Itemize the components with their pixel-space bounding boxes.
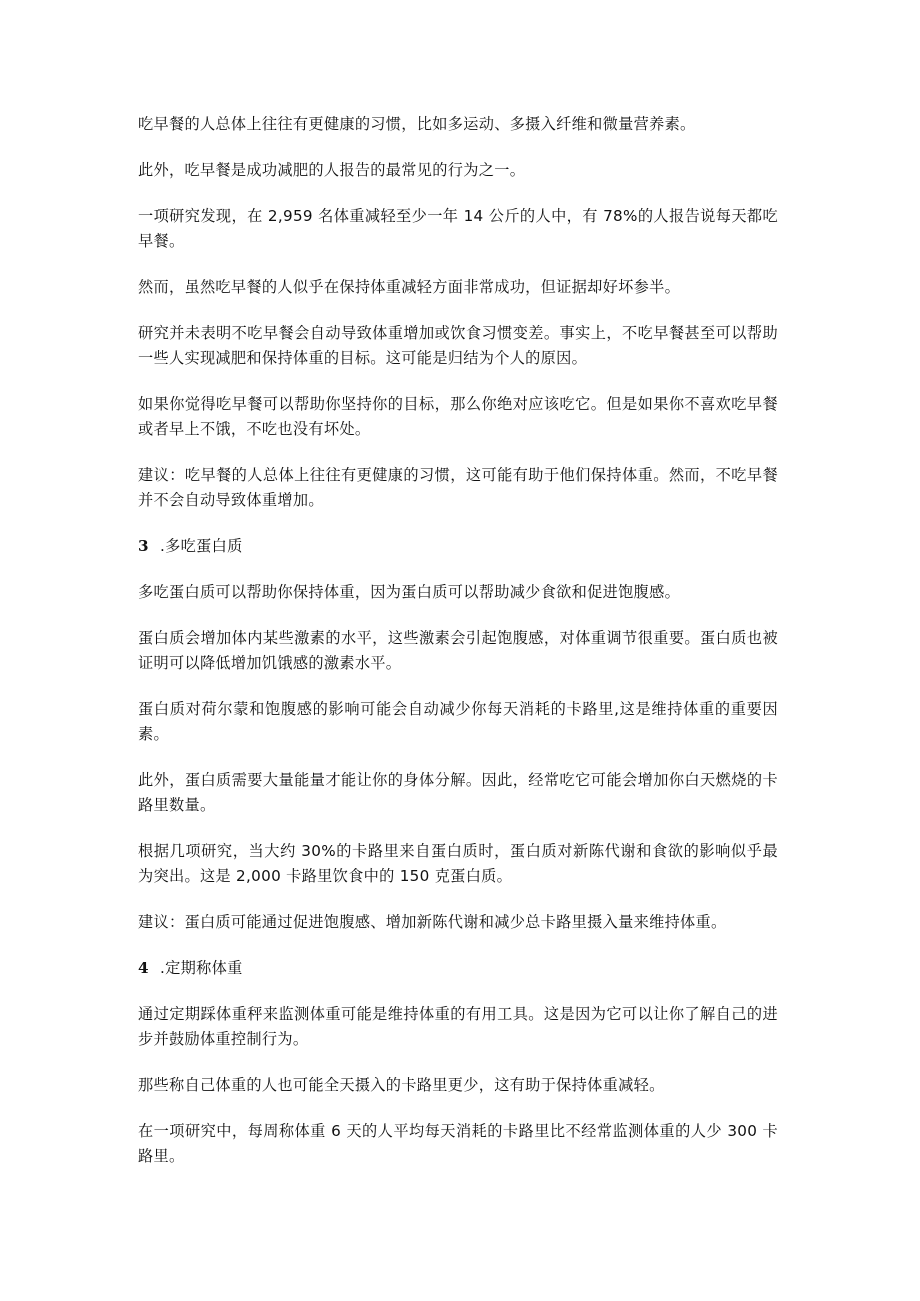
- paragraph: 那些称自己体重的人也可能全天摄入的卡路里更少，这有助于保持体重减轻。: [138, 1076, 665, 1094]
- paragraph: 多吃蛋白质可以帮助你保持体重，因为蛋白质可以帮助减少食欲和促进饱腹感。: [138, 583, 681, 601]
- paragraph: 在一项研究中，每周称体重 6 天的人平均每天消耗的卡路里比不经常监测体重的人少 300 卡路里。: [138, 1122, 778, 1165]
- paragraph: 建议：吃早餐的人总体上往往有更健康的习惯，这可能有助于他们保持体重。然而，不吃早餐并不会自动导致体重增加。: [138, 466, 778, 509]
- paragraph: 建议：蛋白质可能通过促进饱腹感、增加新陈代谢和减少总卡路里摄入量来维持体重。: [138, 913, 727, 931]
- paragraph: 一项研究发现，在 2,959 名体重减轻至少一年 14 公斤的人中，有 78%的人报告说每天都吃早餐。: [138, 207, 778, 250]
- section-number: 4: [138, 959, 149, 977]
- section-title: .多吃蛋白质: [160, 537, 243, 555]
- paragraph: 此外，蛋白质需要大量能量才能让你的身体分解。因此，经常吃它可能会增加你白天燃烧的卡路里数量。: [138, 771, 778, 814]
- paragraph: 如果你觉得吃早餐可以帮助你坚持你的目标，那么你绝对应该吃它。但是如果你不喜欢吃早餐或者早上不饿，不吃也没有坏处。: [138, 395, 778, 438]
- paragraph: 此外，吃早餐是成功减肥的人报告的最常见的行为之一。: [138, 161, 526, 179]
- paragraph: 通过定期踩体重秤来监测体重可能是维持体重的有用工具。这是因为它可以让你了解自己的进步并鼓励体重控制行为。: [138, 1005, 778, 1048]
- paragraph: 蛋白质会增加体内某些激素的水平，这些激素会引起饱腹感，对体重调节很重要。蛋白质也被证明可以降低增加饥饿感的激素水平。: [138, 629, 778, 672]
- paragraph: 吃早餐的人总体上往往有更健康的习惯，比如多运动、多摄入纤维和微量营养素。: [138, 115, 696, 133]
- section-number: 3: [138, 537, 149, 555]
- paragraph: 然而，虽然吃早餐的人似乎在保持体重减轻方面非常成功，但证据却好坏参半。: [138, 278, 681, 296]
- section-title: .定期称体重: [160, 959, 243, 977]
- paragraph: 研究并未表明不吃早餐会自动导致体重增加或饮食习惯变差。事实上，不吃早餐甚至可以帮助一些人实现减肥和保持体重的目标。这可能是归结为个人的原因。: [138, 324, 778, 367]
- document-body: [138, 112, 778, 1190]
- paragraph: 蛋白质对荷尔蒙和饱腹感的影响可能会自动减少你每天消耗的卡路里,这是维持体重的重要因素。: [138, 700, 778, 743]
- section-heading-4: [138, 956, 778, 981]
- paragraph: 根据几项研究，当大约 30%的卡路里来自蛋白质时，蛋白质对新陈代谢和食欲的影响似乎最为突出。这是 2,000 卡路里饮食中的 150 克蛋白质。: [138, 842, 778, 885]
- section-heading-3: [138, 534, 778, 559]
